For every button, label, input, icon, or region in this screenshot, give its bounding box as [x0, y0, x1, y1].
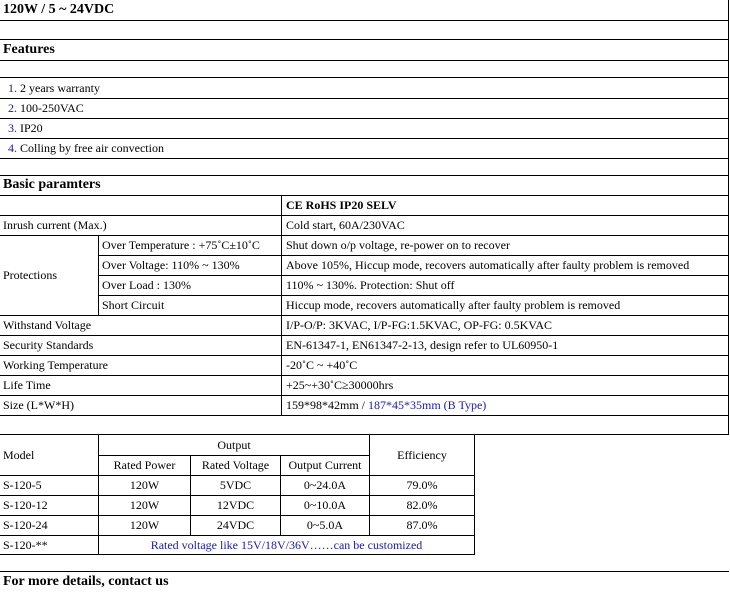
- col-output-header: Output: [217, 438, 251, 452]
- col-voltage-header: Rated Voltage: [201, 458, 270, 472]
- divider: [0, 77, 729, 78]
- list-item: [8, 98, 84, 118]
- divider: [281, 195, 282, 415]
- col-power-header: Rated Power: [113, 458, 176, 472]
- power-cell: 120W: [129, 518, 160, 532]
- current-cell: 0~5.0A: [306, 518, 344, 532]
- eff-cell: 87.0%: [406, 518, 438, 532]
- param-value: [286, 395, 486, 415]
- divider: [0, 39, 729, 40]
- param-value: EN-61347-1, EN61347-2-13, design refer to UL60950-1: [286, 338, 559, 352]
- power-cell: 120W: [129, 478, 160, 492]
- size-standard: 159*98*42mm /: [286, 398, 369, 412]
- param-sublabel: Over Load : 130%: [102, 278, 191, 292]
- divider: [0, 554, 475, 555]
- feature-text: IP20: [20, 121, 43, 135]
- divider: [0, 175, 729, 176]
- param-value: Hiccup mode, recovers automatically after faulty problem is removed: [286, 298, 621, 312]
- divider: [0, 60, 729, 61]
- list-item: [8, 118, 43, 138]
- divider: [0, 20, 729, 21]
- voltage-cell: 5VDC: [219, 478, 252, 492]
- param-sublabel: Short Circuit: [102, 298, 165, 312]
- eff-cell: 79.0%: [406, 478, 438, 492]
- divider: [0, 158, 729, 159]
- custom-note: Rated voltage like 15V/18V/36V……can be customized: [150, 538, 423, 552]
- list-number: 1.: [8, 81, 17, 95]
- basic-heading: Basic paramters: [3, 177, 101, 192]
- divider: [474, 434, 475, 554]
- model-cell: S-120-24: [3, 518, 48, 532]
- param-label: Size (L*W*H): [3, 398, 74, 412]
- param-value: 110% ~ 130%. Protection: Shut off: [286, 278, 455, 292]
- param-label: Protections: [3, 268, 57, 282]
- divider: [0, 415, 729, 416]
- certifications: CE RoHS IP20 SELV: [286, 198, 397, 212]
- voltage-cell: 12VDC: [216, 498, 255, 512]
- col-current-header: Output Current: [288, 458, 362, 472]
- param-value: Cold start, 60A/230VAC: [286, 218, 405, 232]
- eff-cell: 82.0%: [406, 498, 438, 512]
- col-eff-header: Efficiency: [397, 448, 447, 462]
- current-cell: 0~10.0A: [303, 498, 347, 512]
- divider: [0, 98, 729, 99]
- param-label: Life Time: [3, 378, 51, 392]
- param-value: -20˚C ~ +40˚C: [286, 358, 358, 372]
- feature-text: 100-250VAC: [20, 101, 84, 115]
- list-item: [8, 78, 100, 98]
- divider: [728, 0, 729, 435]
- feature-text: 2 years warranty: [20, 81, 100, 95]
- list-number: 3.: [8, 121, 17, 135]
- param-value: +25~+30˚C≥30000hrs: [286, 378, 394, 392]
- param-value: I/P-O/P: 3KVAC, I/P-FG:1.5KVAC, OP-FG: 0.5KVAC: [286, 318, 553, 332]
- col-model-header: Model: [3, 448, 35, 462]
- list-item: [8, 138, 164, 158]
- param-sublabel: Over Voltage: 110% ~ 130%: [102, 258, 240, 272]
- divider: [0, 118, 729, 119]
- param-value: Shut down o/p voltage, re-power on to recover: [286, 238, 510, 252]
- power-cell: 120W: [129, 498, 160, 512]
- page-title: 120W / 5 ~ 24VDC: [3, 2, 115, 17]
- current-cell: 0~24.0A: [303, 478, 347, 492]
- voltage-cell: 24VDC: [216, 518, 255, 532]
- list-number: 4.: [8, 141, 17, 155]
- param-label: Withstand Voltage: [3, 318, 92, 332]
- features-heading: Features: [3, 42, 55, 57]
- contact-heading: For more details, contact us: [3, 574, 169, 589]
- model-cell: S-120-12: [3, 498, 48, 512]
- list-number: 2.: [8, 101, 17, 115]
- model-cell: S-120-5: [3, 478, 42, 492]
- param-label: Security Standards: [3, 338, 94, 352]
- model-cell: S-120-**: [3, 538, 48, 552]
- param-label: Inrush current (Max.): [3, 218, 107, 232]
- param-label: Working Temperature: [3, 358, 108, 372]
- size-b-type: 187*45*35mm (B Type): [368, 398, 487, 412]
- param-value: Above 105%, Hiccup mode, recovers automatically after faulty problem is removed: [286, 258, 690, 272]
- feature-text: Colling by free air convection: [20, 141, 164, 155]
- param-sublabel: Over Temperature : +75˚C±10˚C: [102, 238, 260, 252]
- divider: [0, 355, 729, 356]
